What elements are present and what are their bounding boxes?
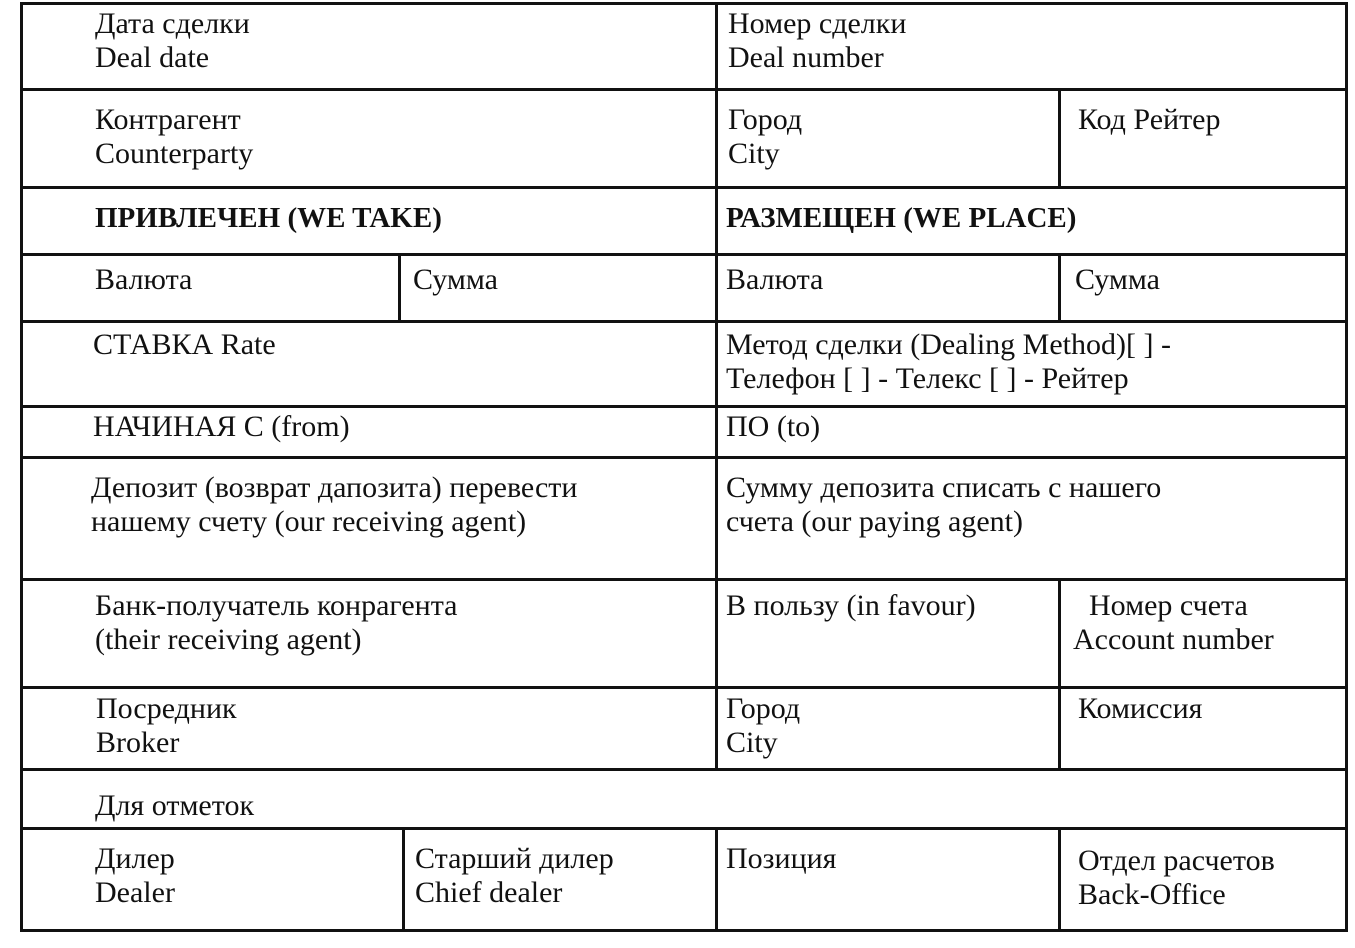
chief-dealer-cell[interactable] xyxy=(402,827,718,932)
receiving-agent-line1: Депозит (возврат дапозита) перевести xyxy=(91,471,578,504)
commission-cell[interactable] xyxy=(1058,686,1348,771)
from-label: НАЧИНАЯ С (from) xyxy=(93,410,350,443)
receiving-agent-cell[interactable] xyxy=(20,456,718,581)
to-cell[interactable] xyxy=(715,405,1348,459)
city-2-cell[interactable] xyxy=(715,686,1061,771)
counterparty-label-ru: Контрагент xyxy=(95,103,241,136)
reuters-code-label: Код Рейтер xyxy=(1078,103,1221,136)
back-office-cell[interactable] xyxy=(1058,827,1348,932)
account-number-label-en: Account number xyxy=(1073,623,1274,656)
dealing-method-cell[interactable] xyxy=(715,320,1348,408)
deal-number-cell[interactable] xyxy=(715,2,1348,91)
city-2-label-ru: Город xyxy=(726,692,801,725)
account-number-cell[interactable] xyxy=(1058,578,1348,689)
account-number-label-ru: Номер счета xyxy=(1089,589,1248,622)
deal-date-label-en: Deal date xyxy=(95,41,210,74)
rate-cell[interactable] xyxy=(20,320,718,408)
we-place-header xyxy=(715,186,1348,256)
counterparty-label-en: Counterparty xyxy=(95,137,254,170)
broker-cell[interactable] xyxy=(20,686,718,771)
broker-label-ru: Посредник xyxy=(96,692,237,725)
dealing-method-line2: Телефон [ ] - Телекс [ ] - Рейтер xyxy=(726,362,1129,395)
city-label-en: City xyxy=(728,137,780,170)
position-label: Позиция xyxy=(726,842,837,875)
place-currency-label: Валюта xyxy=(726,263,824,296)
chief-dealer-label-ru: Старший дилер xyxy=(415,842,614,875)
city-2-label-en: City xyxy=(726,726,778,759)
receiving-agent-line2: нашему счету (our receiving agent) xyxy=(91,505,527,538)
notes-label: Для отметок xyxy=(95,789,255,822)
commission-label: Комиссия xyxy=(1078,692,1203,725)
their-receiving-agent-line2: (their receiving agent) xyxy=(95,623,362,656)
in-favour-cell[interactable] xyxy=(715,578,1061,689)
city-label-ru: Город xyxy=(728,103,803,136)
back-office-label-en: Back-Office xyxy=(1078,878,1226,911)
paying-agent-line2: счета (our paying agent) xyxy=(726,505,1023,538)
position-cell[interactable] xyxy=(715,827,1061,932)
in-favour-label: В пользу (in favour) xyxy=(726,589,976,622)
deal-ticket-form xyxy=(20,2,1348,932)
dealer-label-en: Dealer xyxy=(95,876,175,909)
paying-agent-line1: Сумму депозита списать с нашего xyxy=(726,471,1162,504)
dealer-cell[interactable] xyxy=(20,827,405,932)
reuters-code-cell[interactable] xyxy=(1058,88,1348,189)
broker-label-en: Broker xyxy=(96,726,180,759)
place-currency-cell[interactable] xyxy=(715,253,1061,323)
to-label: ПО (to) xyxy=(726,410,821,443)
deal-number-label-en: Deal number xyxy=(728,41,884,74)
counterparty-cell[interactable] xyxy=(20,88,718,189)
dealer-label-ru: Дилер xyxy=(95,842,175,875)
place-amount-label: Сумма xyxy=(1075,263,1160,296)
take-currency-cell[interactable] xyxy=(20,253,401,323)
deal-date-cell[interactable] xyxy=(20,2,718,91)
place-amount-cell[interactable] xyxy=(1058,253,1348,323)
take-currency-label: Валюта xyxy=(95,263,193,296)
chief-dealer-label-en: Chief dealer xyxy=(415,876,563,909)
rate-label: СТАВКА Rate xyxy=(93,328,276,361)
their-receiving-agent-cell[interactable] xyxy=(20,578,718,689)
back-office-label-ru: Отдел расчетов xyxy=(1078,844,1275,877)
their-receiving-agent-line1: Банк-получатель конрагента xyxy=(95,589,458,622)
paying-agent-cell[interactable] xyxy=(715,456,1348,581)
we-take-header xyxy=(20,186,718,256)
from-cell[interactable] xyxy=(20,405,718,459)
take-amount-cell[interactable] xyxy=(398,253,718,323)
take-amount-label: Сумма xyxy=(413,263,498,296)
we-take-label: ПРИВЛЕЧЕН (WE TAKE) xyxy=(95,202,442,234)
city-cell[interactable] xyxy=(715,88,1061,189)
dealing-method-line1: Метод сделки (Dealing Method)[ ] - xyxy=(726,328,1171,361)
notes-cell[interactable] xyxy=(20,768,1348,830)
we-place-label: РАЗМЕЩЕН (WE PLACE) xyxy=(726,202,1077,234)
deal-number-label-ru: Номер сделки xyxy=(728,7,907,40)
deal-date-label-ru: Дата сделки xyxy=(95,7,250,40)
